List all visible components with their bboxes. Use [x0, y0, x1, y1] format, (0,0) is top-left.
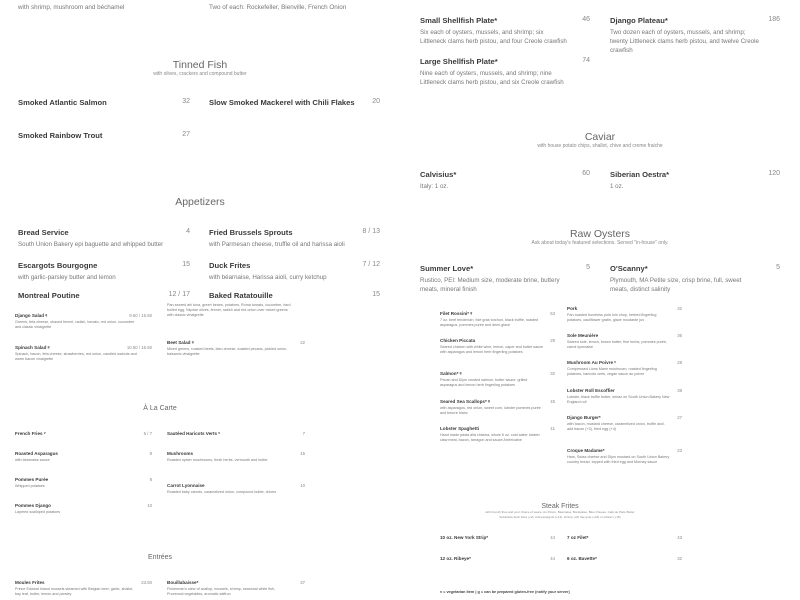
item-description: Fisherman's stew of scallop, mussels, shrimp, seasonal white fish, Provencal vegetables, aromatic saffron — [167, 586, 276, 596]
item-price: 10 — [147, 503, 152, 508]
item-description: with bacon, mustard cheese, caramelized onion, truffle aioli. add bacon (+3), fried egg (+4) — [567, 421, 665, 431]
item-name: Mushrooms — [167, 451, 194, 456]
item-name: Smoked Atlantic Salmon — [18, 98, 107, 107]
item-price: 10.50 / 16.50 — [126, 345, 152, 350]
item-price: 60 — [582, 170, 590, 177]
item-description: with garlic-parsley butter and lemon — [18, 274, 116, 281]
menu-item — [567, 535, 682, 542]
item-price: 36 — [677, 333, 682, 338]
menu-item — [15, 345, 152, 362]
section-subtitle: with olives, crackers and compound butter — [153, 71, 247, 77]
item-description: Pan-roasted boneless pork loin chop, herbed fingerling potatoes, cauliflower gratin, glace moutarde jus — [567, 312, 657, 322]
item-name: Escargots Bourgogne — [18, 261, 98, 270]
menu-item — [420, 57, 590, 87]
item-name: Django Plateau* — [610, 16, 668, 25]
item-price: 20 — [372, 98, 380, 105]
menu-item — [18, 261, 190, 282]
item-description: Mixed greens, roasted beets, bleu cheese, toasted pecans, pickled onion, balsamic vinaigrette — [167, 346, 288, 356]
menu-item — [610, 170, 780, 191]
item-price: 23 — [677, 448, 682, 453]
item-description: Plymouth, MA Petite size, crisp brine, full, sweet meats, distinct salinity — [610, 277, 742, 293]
item-description: 7 oz. beef tenderloin, foie gras torchon, black truffle, roasted asparagus, pommes purée and demi-glace — [440, 317, 539, 327]
item-description: Two dozen each of oysters, mussels, and shrimp; twenty Littleneck clams herb pistou, and twelve Creole crawfish — [610, 29, 759, 54]
menu-item — [420, 16, 590, 46]
item-name: Sautéed Haricots Verts ᵛ — [167, 431, 220, 436]
item-description: Rustico, PEI: Medium size, moderate brine, buttery meats, mineral finish — [420, 277, 560, 293]
item-name: Slow Smoked Mackerel with Chili Flakes — [209, 98, 355, 107]
item-description: Seared sole, lemon, brown butter, fine herbs, pommes purée, carrot lyonnaise — [567, 339, 668, 349]
item-price: 41 — [550, 426, 555, 431]
item-description: with Parmesan cheese, truffle oil and harissa aioli — [209, 241, 345, 248]
item-name: Large Shellfish Plate* — [420, 57, 498, 66]
menu-item — [15, 477, 152, 489]
item-description: Italy: 1 oz. — [420, 183, 449, 190]
menu-item — [567, 556, 682, 563]
menu-item — [420, 170, 590, 191]
item-name: Bread Service — [18, 228, 69, 237]
section-title: Steak Frites — [541, 503, 579, 510]
item-description: Layered scalloped potatoes — [15, 509, 61, 514]
item-name: Lobster Spaghetti — [440, 426, 480, 431]
menu-item — [440, 338, 555, 355]
item-name: Fried Brussels Sprouts — [209, 228, 293, 237]
item-description: Roasted baby carrots, caramelized onion, compound butter, chives — [167, 489, 277, 494]
item-price: 32 — [677, 306, 682, 311]
item-description: with asparagus, red onion, sweet corn, lobster pommes purée and beurre blanc — [440, 405, 541, 415]
item-name: O'Scanny* — [610, 264, 648, 273]
item-description: Whipped potatoes — [15, 483, 45, 488]
item-price: 4 — [186, 228, 190, 235]
section-title: Entrées — [147, 554, 173, 561]
menu-item — [167, 303, 305, 318]
section-title: Caviar — [584, 131, 616, 143]
item-price: 44 — [550, 556, 555, 561]
item-price: 5 — [586, 264, 590, 271]
item-name: Baked Ratatouille — [209, 291, 273, 300]
item-price: 12 / 17 — [168, 291, 190, 298]
item-description: with béarnaise, Harissa aioli, curry ketchup — [209, 274, 327, 281]
item-name: Small Shellfish Plate* — [420, 16, 498, 25]
item-name: Mushroom Au Poivre ᵛ — [567, 360, 616, 365]
menu-item — [567, 306, 682, 323]
item-price: 5 / 7 — [143, 431, 152, 436]
menu-item — [610, 16, 780, 55]
item-description: Pan-seared ahi tuna, green beans, potatoes, Roma tomato, cucumber, hard boiled egg, Niçoise olives, fennel, radish and red onion over mixed greens with classic vinaigrette — [167, 303, 291, 317]
item-description: Hand made pasta alla chitarra, whole 6 oz. cold water lobster claw meat, bacon, tarragon and sauce Américaine — [440, 432, 540, 442]
item-description: Ham, Swiss cheese and Dijon mustard on South Union Bakery country bread, topped with fried egg and Mornay sauce — [567, 454, 670, 464]
item-name: Seared Sea Scallops* ᵍ — [440, 399, 490, 404]
menu-item — [15, 313, 152, 330]
section-heading-entrees — [0, 554, 360, 561]
menu-item — [15, 451, 152, 463]
menu-item — [167, 431, 305, 438]
item-name: Spinach Salad ᵍ — [15, 345, 50, 350]
item-description: Lobster, black truffle butter, shiraz on South Union Bakery New England roll — [567, 394, 670, 404]
item-price: 22 — [300, 340, 305, 345]
section-heading-caviar — [400, 131, 800, 149]
menu-item — [209, 261, 380, 282]
item-price: 43 — [677, 535, 682, 540]
item-name: Duck Frites — [209, 261, 251, 270]
item-price: 27 — [677, 415, 682, 420]
item-price: 15 — [182, 261, 190, 268]
item-description: Seared chicken with white wine, lemon, caper and butter sauce with asparagus and lemon herb fingerling potatoes — [440, 344, 544, 354]
item-price: 120 — [768, 170, 780, 177]
item-price: 8 / 13 — [362, 228, 380, 235]
section-subtitle: with French fries and your choice of sauce: Au Poivre, Béarnaise, Bordelaise, Bleu Cheese, Café de Paris Butter — [485, 510, 635, 514]
section-heading-appetizers — [0, 196, 400, 208]
section-title: Tinned Fish — [172, 59, 228, 71]
menu-item — [440, 311, 555, 328]
item-name: Pork — [567, 306, 578, 311]
menu-item — [440, 426, 555, 443]
item-description: with béarnaise sauce — [15, 457, 50, 462]
item-description-fragment: with shrimp, mushroom and béchamel — [18, 4, 125, 11]
item-description: Roasted oyster mushrooms, fresh herbs, vermouth and butter — [167, 457, 268, 462]
item-price: 10 — [300, 483, 305, 488]
section-heading-a-la-carte — [0, 405, 360, 412]
menu-item — [610, 264, 780, 294]
item-name: 6 oz. Bavette* — [567, 556, 597, 561]
menu-item — [440, 371, 555, 388]
footnote: v = vegetarian item | g = can be prepared gluten-free (notify your server) — [440, 590, 570, 594]
menu-item — [167, 580, 305, 597]
item-description: Compressed Lions Mane mushroom, roasted fingerling potatoes, haricots verts, vegan sauce au poivre — [567, 366, 657, 376]
item-name: Lobster Roll Escoffier — [567, 388, 615, 393]
item-name: Carrot Lyonnaise — [167, 483, 205, 488]
item-price: 32 — [677, 556, 682, 561]
menu-item — [567, 388, 682, 405]
item-name: 12 oz. Ribeye* — [440, 556, 471, 561]
item-description: South Union Bakery epi baguette and whipped butter — [18, 241, 164, 248]
item-price: 46 — [582, 16, 590, 23]
item-description-fragment: Two of each: Rockefeller, Bienville, French Onion — [209, 4, 347, 11]
menu-item — [167, 483, 305, 495]
item-price: 38 — [677, 388, 682, 393]
menu-item — [440, 535, 555, 542]
item-description: Nine each of oysters, mussels, and shrimp; nine Littleneck clams herb pistou, and six Creole crawfish — [420, 70, 564, 86]
item-price: 8 — [149, 451, 152, 456]
section-heading-steak-frites — [360, 503, 760, 519]
menu-item — [567, 333, 682, 350]
item-name: Sole Meunière — [567, 333, 599, 338]
section-subtitle: Ask about today's featured selections. Served "in-house" only. — [531, 240, 669, 246]
menu-item — [167, 451, 305, 463]
menu-item — [440, 399, 555, 416]
item-name: Salmon* ᵍ — [440, 371, 462, 376]
menu-item — [440, 556, 555, 563]
item-name: Calvisius* — [420, 170, 457, 179]
item-name: Montreal Poutine — [18, 291, 80, 300]
item-description: Prince Edward Island mussels steamed with Belgian beer, garlic, shallot, bay leaf, butter, lemon and parsley — [15, 586, 134, 596]
section-subtitle: Substitute duck frites (+2), Add escargots (+13), shrimp (+8) foie gras (+16) or lobster (+16) — [499, 514, 621, 519]
menu-item — [15, 503, 152, 515]
item-price: 7 — [302, 431, 305, 436]
item-name: Moules Frites — [15, 580, 45, 585]
section-title: Raw Oysters — [569, 228, 631, 240]
item-price: 45 — [550, 399, 555, 404]
item-name: Django Salad ᵍ — [15, 313, 48, 318]
item-name: Roasted Asparagus — [15, 451, 58, 456]
item-price: 23.50 — [141, 580, 152, 585]
menu-item — [209, 228, 380, 249]
menu-item — [18, 98, 190, 110]
menu-item — [567, 360, 682, 377]
section-heading-raw-oysters — [400, 228, 800, 246]
item-price: 27 — [182, 131, 190, 138]
item-price: 37 — [300, 580, 305, 585]
item-name: Pommes Django — [15, 503, 51, 508]
item-price: 29 — [550, 338, 555, 343]
section-title: Appetizers — [175, 196, 225, 208]
item-description: Pecan and Dijon crusted salmon, butter sauce, grilled asparagus and lemon herb fingerling potatoes — [440, 377, 528, 387]
item-price: 8 — [149, 477, 152, 482]
item-price: 53 — [550, 311, 555, 316]
item-price: 44 — [550, 535, 555, 540]
item-name: Siberian Oestra* — [610, 170, 670, 179]
item-price: 186 — [768, 16, 780, 23]
item-name: 7 oz Filet* — [567, 535, 589, 540]
item-name: Pommes Purée — [15, 477, 49, 482]
item-name: Django Burger* — [567, 415, 601, 420]
menu-item — [167, 340, 305, 357]
item-name: Chicken Piccata — [440, 338, 476, 343]
item-name: Smoked Rainbow Trout — [18, 131, 103, 140]
menu-item — [567, 448, 682, 465]
item-description: Spinach, bacon, feta cheese, strawberries, red onion, candied walnuts and warm bacon vinaigrette — [15, 351, 137, 361]
section-subtitle: with house potato chips, shallot, chive and creme fraiche — [537, 143, 663, 149]
item-description: Greens, feta cheese, shaved fennel, radish, tomato, red onion, cucumber and classic vinaigrette — [15, 319, 135, 329]
item-name: Bouillabaisse* — [167, 580, 199, 585]
item-description: Six each of oysters, mussels, and shrimp; six Littleneck clams herb pistou, and four Creole crawfish — [420, 29, 567, 45]
item-price: 32 — [550, 371, 555, 376]
menu-item — [15, 431, 152, 438]
menu-item — [420, 264, 590, 294]
item-name: 10 oz. New York Strip* — [440, 535, 489, 540]
item-name: Filet Rossini* ᵍ — [440, 311, 473, 316]
item-name: Beet Salad ᵍ — [167, 340, 194, 345]
section-title: À La Carte — [143, 405, 177, 412]
menu-item — [15, 580, 152, 597]
item-price: 32 — [182, 98, 190, 105]
menu-item — [209, 98, 380, 110]
item-price: 9.50 / 15.50 — [129, 313, 152, 318]
item-name: French Fries ᵛ — [15, 431, 46, 436]
section-heading-tinned-fish — [0, 59, 400, 77]
item-price: 15 — [300, 451, 305, 456]
menu-item — [567, 415, 682, 432]
item-name: Summer Love* — [420, 264, 474, 273]
item-description: 1 oz. — [610, 183, 624, 190]
item-price: 7 / 12 — [362, 261, 380, 268]
menu-item — [18, 228, 190, 249]
item-price: 74 — [582, 57, 590, 64]
item-name: Croque Madame* — [567, 448, 605, 453]
item-price: 28 — [677, 360, 682, 365]
item-price: 5 — [776, 264, 780, 271]
menu-item — [18, 131, 190, 143]
item-price: 15 — [372, 291, 380, 298]
